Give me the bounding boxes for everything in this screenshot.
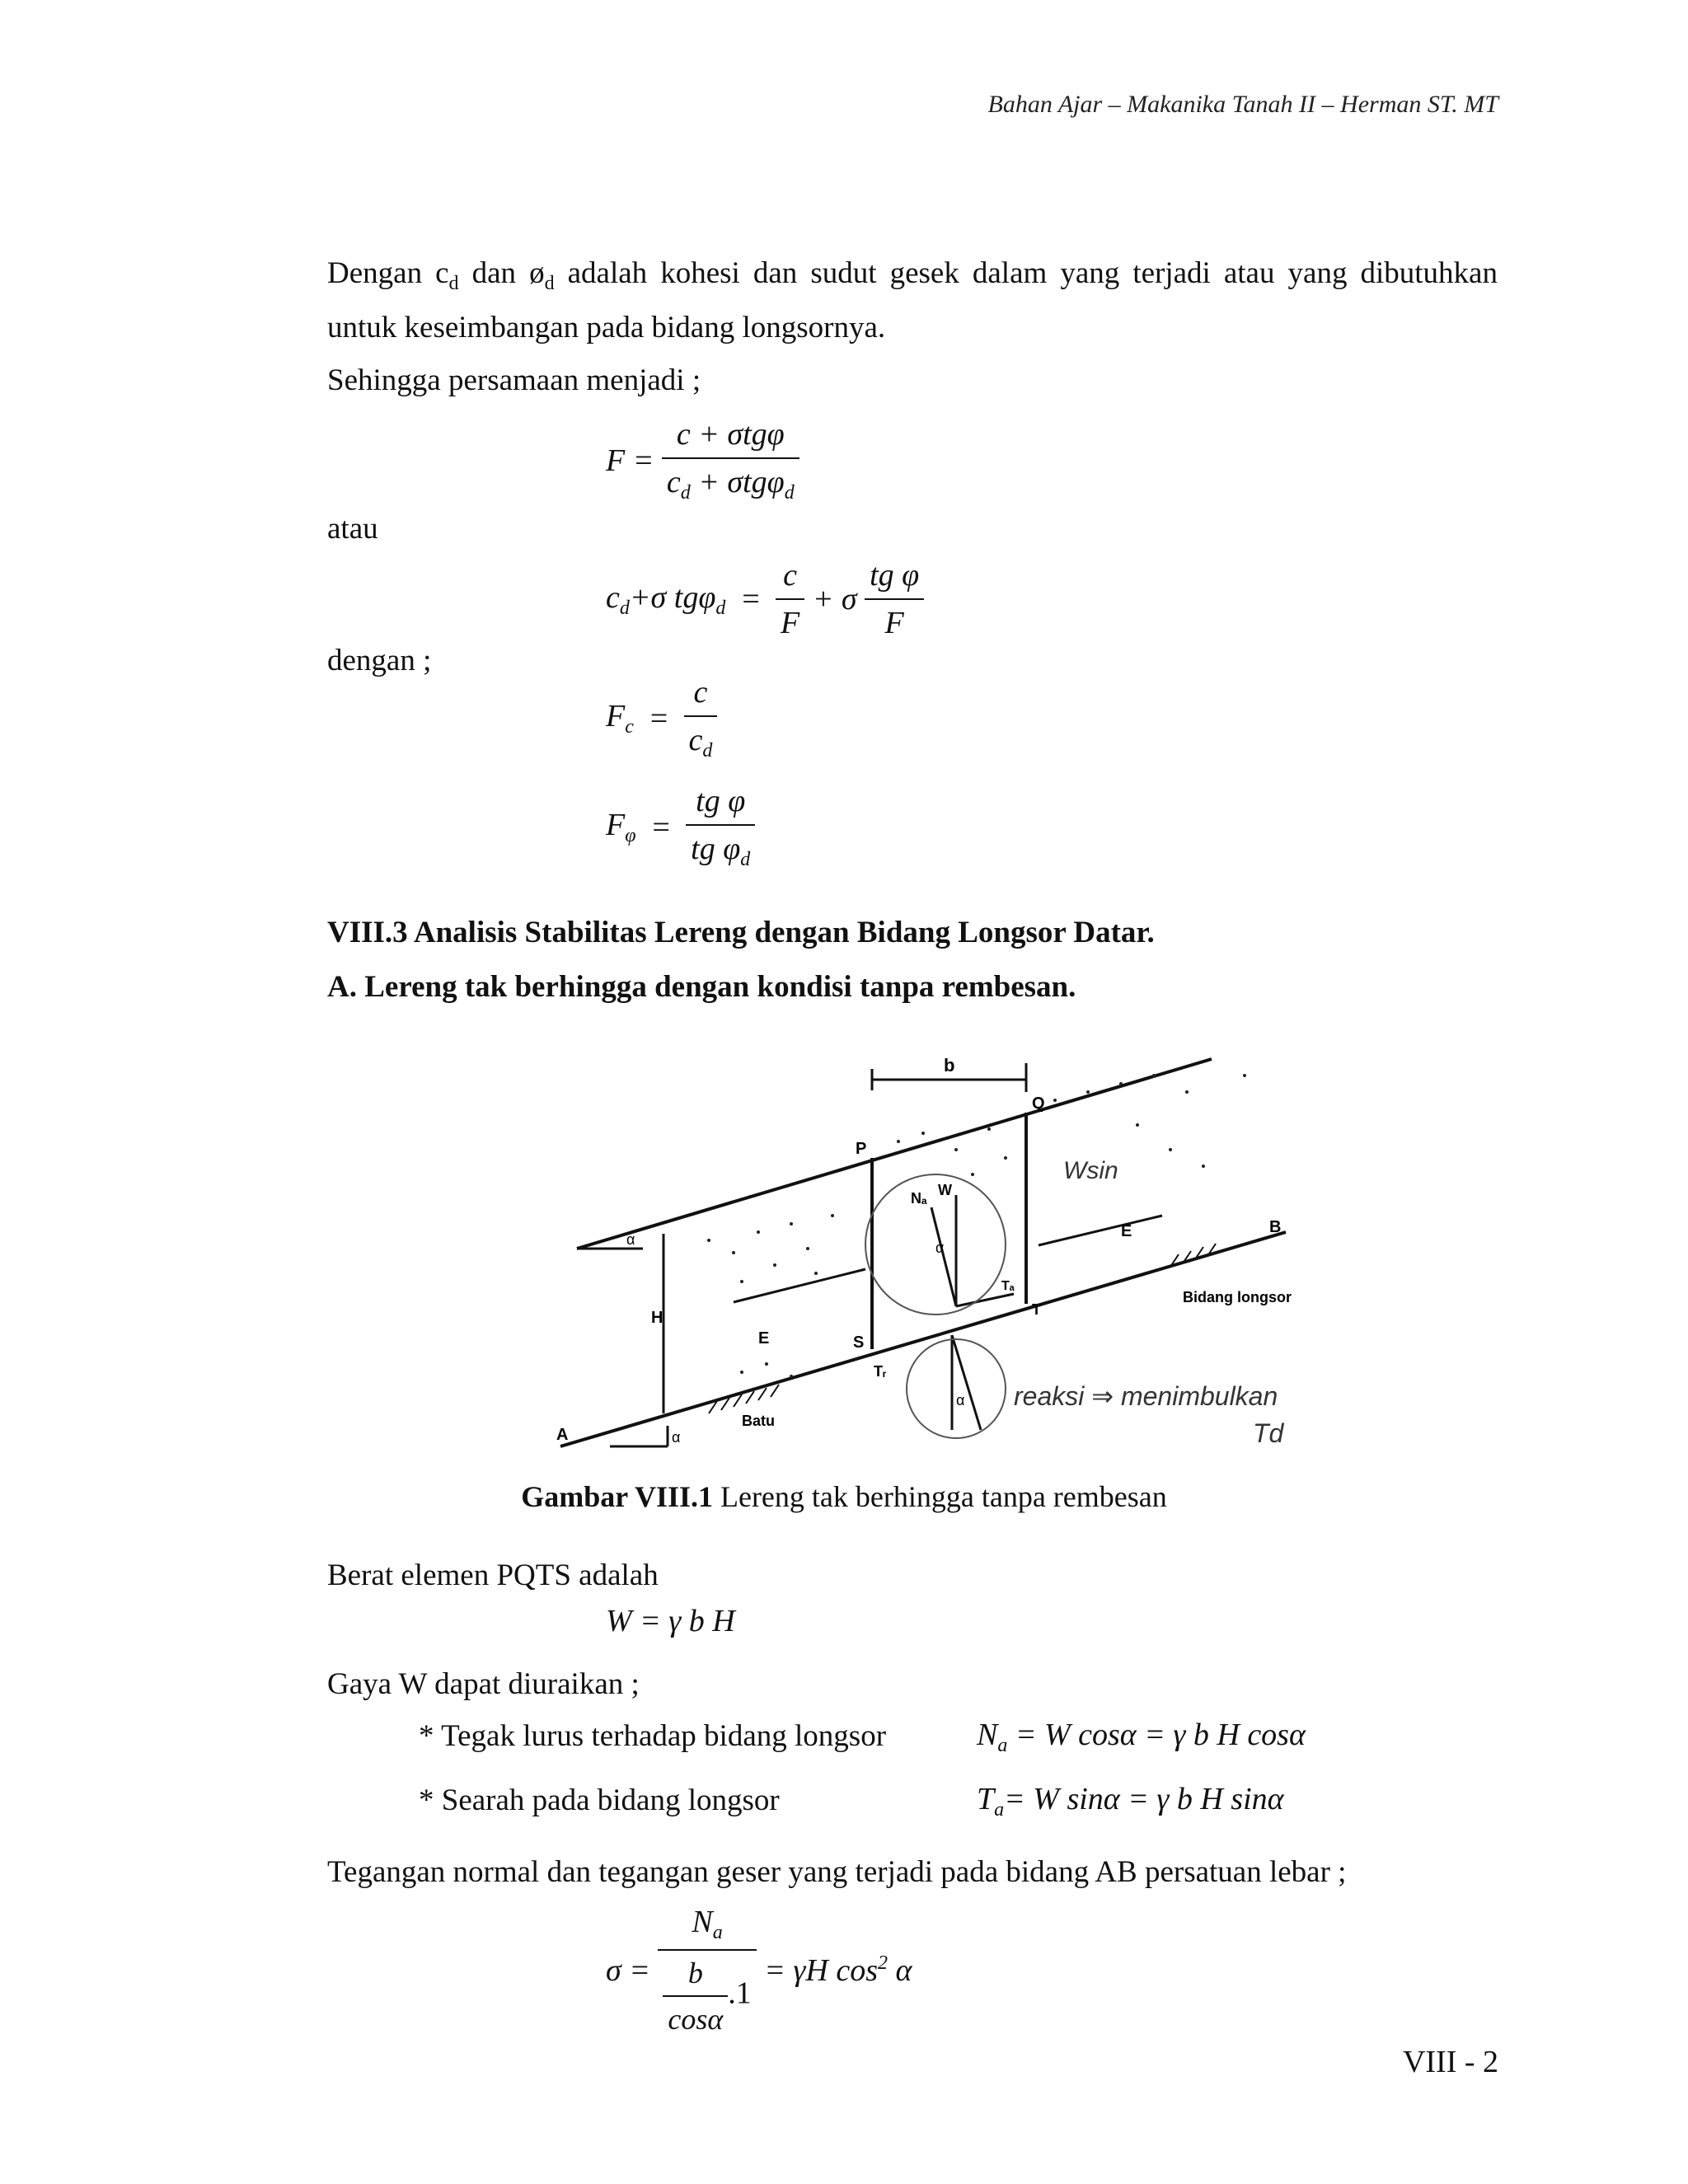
eq-equals: = (648, 701, 670, 736)
text-run: dan ø (458, 256, 545, 290)
slip-plane-line (560, 1232, 1286, 1446)
eq-term: = W cosα = γ b H cosα (1007, 1718, 1306, 1752)
eq-subscript: d (702, 740, 713, 762)
eq-term: α (888, 1952, 912, 1988)
eq-subscript: a (712, 1922, 723, 1943)
label-p: P (856, 1140, 867, 1158)
eq-lhs: σ = (606, 1952, 650, 1988)
na-force (931, 1207, 956, 1306)
eq-term: c (688, 723, 703, 757)
eq-subscript: c (625, 716, 634, 738)
equation-normal-force (977, 1717, 1306, 1757)
handwritten-note-3: Td (1253, 1418, 1284, 1448)
page-number: VIII - 2 (1402, 2045, 1498, 2079)
eq-term: = γH cos (764, 1952, 878, 1988)
eq-fraction (662, 416, 799, 504)
e-arrow-left (734, 1269, 865, 1302)
label-bidang-longsor: Bidang longsor (1183, 1289, 1292, 1305)
paragraph-gaya: Gaya W dapat diuraikan ; (327, 1667, 640, 1701)
label-t: T (1032, 1301, 1041, 1318)
paragraph-tegangan: Tegangan normal dan tegangan geser yang terjadi pada bidang AB persatuan lebar ; (327, 1855, 1347, 1889)
eq-subscript: d (715, 597, 726, 619)
label-alpha-top: α (626, 1231, 635, 1248)
eq-plus: + σ (812, 582, 857, 616)
running-header: Bahan Ajar – Makanika Tanah II – Herman ST. MT (987, 91, 1498, 118)
eq-subscript: a (994, 1799, 1005, 1821)
label-alpha-bottom: α (672, 1429, 681, 1446)
label-alpha-reaction: α (956, 1392, 965, 1408)
word-atau: atau (327, 512, 378, 546)
equation-safety-factor (606, 416, 799, 504)
eq-term: tg φ (691, 832, 741, 866)
equation-mobilized (606, 557, 924, 641)
slope-figure (544, 1051, 1352, 1463)
label-na: Nₐ (911, 1190, 927, 1207)
eq-numerator: c + σtgφ (662, 416, 799, 459)
paragraph-2: untuk keseimbangan pada bidang longsornya. (327, 311, 886, 344)
eq-equals: = (650, 809, 672, 845)
eq-subscript: d (784, 482, 795, 504)
label-q: Q (1032, 1094, 1045, 1113)
label-b: b (944, 1055, 955, 1076)
eq-inner-fraction (663, 1956, 728, 2036)
paragraph-berat: Berat elemen PQTS adalah (327, 1558, 659, 1592)
eq-term: .1 (728, 1975, 752, 2011)
label-tr: Tᵣ (874, 1363, 887, 1380)
eq-equals: = (739, 582, 762, 616)
subsection-heading: A. Lereng tak berhingga dengan kondisi tanpa rembesan. (327, 970, 1076, 1004)
ground-surface-line (577, 1059, 1212, 1249)
eq-term: + σtgφ (690, 465, 785, 499)
handwritten-note-1: Wsin (1063, 1157, 1118, 1184)
text-run: adalah kohesi dan sudut gesek dalam yang terjadi atau yang dibutuhkan (554, 256, 1498, 290)
equation-sigma (606, 1904, 912, 2036)
label-e-right: E (1121, 1222, 1132, 1240)
ta-force (956, 1294, 1014, 1306)
soil-dots (707, 1074, 1246, 1378)
eq-subscript: d (740, 849, 751, 870)
eq-lhs: F = (606, 443, 654, 478)
eq-term: N (692, 1905, 713, 1939)
label-b-point: B (1269, 1218, 1282, 1236)
label-ta: Tₐ (1001, 1279, 1015, 1293)
equation-fphi (606, 783, 755, 871)
equation-fc (606, 674, 717, 762)
eq-fraction (686, 783, 755, 871)
eq-term: N (977, 1718, 998, 1752)
eq-numerator: tg φ (686, 783, 755, 826)
eq-subscript: d (619, 597, 630, 619)
eq-numerator: c (684, 674, 718, 717)
eq-term: F (606, 699, 626, 733)
label-w: W (938, 1182, 952, 1198)
eq-term: = W sinα = γ b H sinα (1004, 1782, 1284, 1816)
eq-subscript: a (997, 1735, 1008, 1756)
eq-denominator (684, 717, 718, 762)
eq-denominator: F (781, 606, 800, 640)
eq-denominator (662, 459, 799, 504)
eq-term: +σ tgφ (629, 579, 716, 615)
subscript: d (544, 273, 555, 294)
eq-superscript: 2 (878, 1952, 888, 1974)
eq-lhs (606, 807, 636, 847)
eq-term: c (606, 579, 620, 615)
equation-shear-force (977, 1781, 1284, 1821)
label-batu: Batu (742, 1413, 775, 1429)
bullet-shear: * Searah pada bidang longsor (419, 1783, 780, 1817)
eq-numerator: c (776, 557, 804, 600)
eq-lhs (606, 579, 725, 620)
eq-fraction (684, 674, 718, 762)
label-s: S (853, 1333, 865, 1352)
eq-denominator (686, 826, 755, 871)
label-e-left: E (758, 1329, 770, 1347)
paragraph-3: Sehingga persamaan menjadi ; (327, 363, 701, 397)
text-run: Dengan c (327, 256, 449, 290)
eq-denominator: cosα (668, 2003, 724, 2036)
eq-fraction (658, 1904, 756, 2036)
eq-numerator: b (663, 1956, 728, 1997)
label-a: A (556, 1426, 569, 1444)
label-alpha-inner: α (935, 1240, 945, 1256)
eq-lhs (606, 698, 634, 738)
eq-subscript: φ (625, 825, 636, 846)
bullet-normal: * Tegak lurus terhadap bidang longsor (419, 1719, 887, 1753)
caption-label: Gambar VIII.1 (521, 1480, 713, 1513)
subscript: d (448, 273, 459, 294)
eq-fraction (776, 557, 804, 641)
label-h: H (651, 1309, 663, 1327)
eq-term: c (666, 465, 681, 499)
eq-subscript: d (680, 482, 691, 504)
eq-denominator (658, 1951, 756, 2036)
e-arrow-right (1039, 1216, 1162, 1245)
handwritten-note-2: reaksi ⇒ menimbulkan (1014, 1381, 1278, 1411)
eq-fraction (865, 557, 924, 641)
eq-term: T (977, 1782, 995, 1816)
paragraph-1 (327, 247, 1498, 310)
eq-numerator: tg φ (865, 557, 924, 600)
eq-term: F (606, 808, 626, 842)
eq-rhs (764, 1952, 912, 1989)
figure-caption (0, 1479, 1688, 1514)
reaction-normal (952, 1335, 981, 1430)
caption-text: Lereng tak berhingga tanpa rembesan (712, 1480, 1167, 1513)
equation-weight: W = γ b H (606, 1604, 735, 1638)
hand-circle-bottom (907, 1339, 1006, 1438)
word-dengan: dengan ; (327, 644, 432, 677)
eq-numerator (658, 1904, 756, 1951)
section-heading: VIII.3 Analisis Stabilitas Lereng dengan Bidang Longsor Datar. (327, 916, 1155, 949)
eq-denominator: F (884, 606, 904, 640)
